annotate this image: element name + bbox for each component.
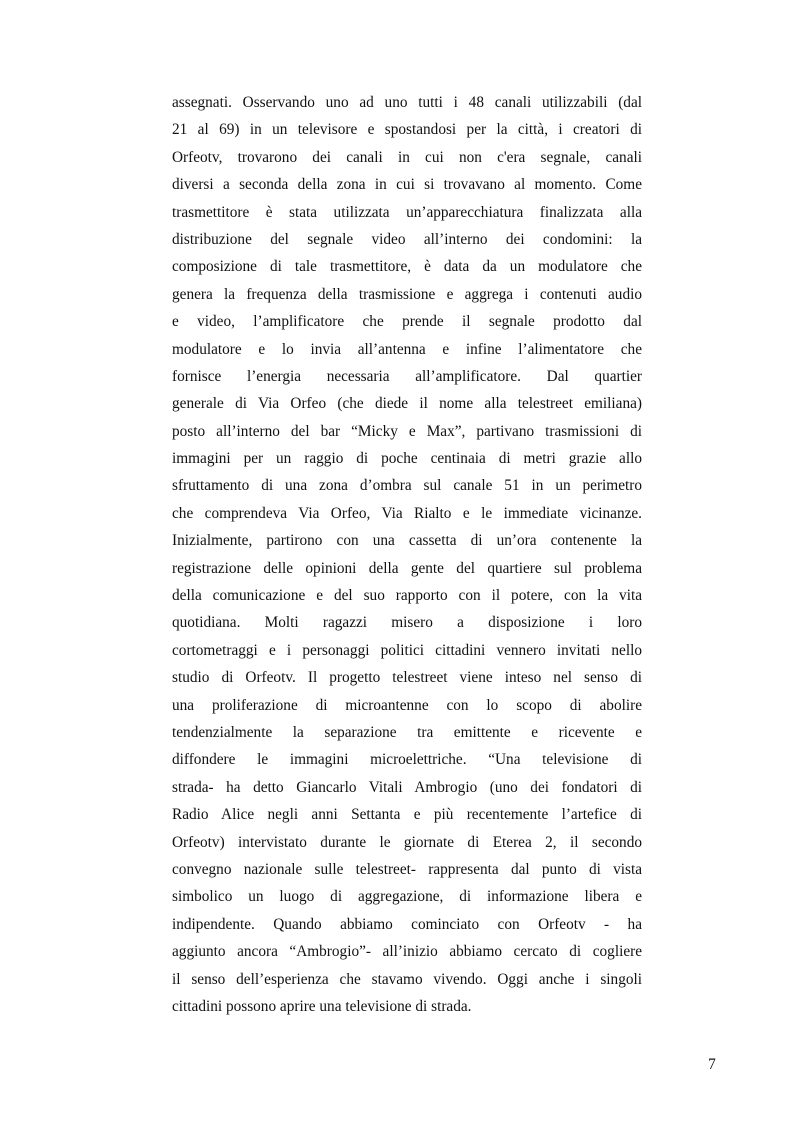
text-line: indipendente. Quando abbiamo cominciato con Orfeotv - ha bbox=[172, 915, 642, 933]
text-line: 21 al 69) in un televisore e spostandosi per la città, i creatori di bbox=[172, 121, 642, 139]
text-line: una proliferazione di microantenne con lo scopo di abolire bbox=[172, 696, 642, 714]
body-text bbox=[172, 89, 642, 1020]
text-line: cortometraggi e i personaggi politici cittadini vennero invitati nello bbox=[172, 641, 642, 659]
text-line: strada- ha detto Giancarlo Vitali Ambrogio (uno dei fondatori di bbox=[172, 778, 642, 796]
text-line: modulatore e lo invia all’antenna e infine l’alimentatore che bbox=[172, 340, 642, 358]
text-line: registrazione delle opinioni della gente del quartiere sul problema bbox=[172, 559, 642, 577]
text-line: composizione di tale trasmettitore, è data da un modulatore che bbox=[172, 258, 642, 276]
text-line: fornisce l’energia necessaria all’amplificatore. Dal quartier bbox=[172, 367, 642, 385]
text-line: generale di Via Orfeo (che diede il nome alla telestreet emiliana) bbox=[172, 395, 642, 413]
text-line: Radio Alice negli anni Settanta e più recentemente l’artefice di bbox=[172, 806, 642, 824]
text-line: diversi a seconda della zona in cui si trovavano al momento. Come bbox=[172, 176, 642, 194]
text-line: sfruttamento di una zona d’ombra sul canale 51 in un perimetro bbox=[172, 477, 642, 495]
text-line: simbolico un luogo di aggregazione, di informazione libera e bbox=[172, 888, 642, 906]
text-line: della comunicazione e del suo rapporto con il potere, con la vita bbox=[172, 587, 642, 605]
text-line: che comprendeva Via Orfeo, Via Rialto e le immediate vicinanze. bbox=[172, 504, 642, 522]
text-line: convegno nazionale sulle telestreet- rappresenta dal punto di vista bbox=[172, 860, 642, 878]
text-line: Inizialmente, partirono con una cassetta di un’ora contenente la bbox=[172, 532, 642, 550]
text-line: trasmettitore è stata utilizzata un’apparecchiatura finalizzata alla bbox=[172, 203, 642, 221]
text-line: tendenzialmente la separazione tra emittente e ricevente e bbox=[172, 723, 642, 741]
text-line: posto all’interno del bar “Micky e Max”, partivano trasmissioni di bbox=[172, 422, 642, 440]
text-line: Orfeotv) intervistato durante le giornate di Eterea 2, il secondo bbox=[172, 833, 642, 851]
page-number: 7 bbox=[708, 1056, 716, 1073]
text-line: immagini per un raggio di poche centinaia di metri grazie allo bbox=[172, 450, 642, 468]
text-line: distribuzione del segnale video all’interno dei condomini: la bbox=[172, 230, 642, 248]
text-line: e video, l’amplificatore che prende il segnale prodotto dal bbox=[172, 313, 642, 331]
text-line: genera la frequenza della trasmissione e aggrega i contenuti audio bbox=[172, 285, 642, 303]
text-line: Orfeotv, trovarono dei canali in cui non c'era segnale, canali bbox=[172, 148, 642, 166]
text-line: diffondere le immagini microelettriche. “Una televisione di bbox=[172, 751, 642, 769]
text-line: assegnati. Osservando uno ad uno tutti i 48 canali utilizzabili (dal bbox=[172, 94, 642, 111]
text-line: studio di Orfeotv. Il progetto telestreet viene inteso nel senso di bbox=[172, 669, 642, 687]
text-line: aggiunto ancora “Ambrogio”- all’inizio abbiamo cercato di cogliere bbox=[172, 943, 642, 961]
text-line: il senso dell’esperienza che stavamo vivendo. Oggi anche i singoli bbox=[172, 970, 642, 988]
text-line: quotidiana. Molti ragazzi misero a disposizione i loro bbox=[172, 614, 642, 632]
text-line: cittadini possono aprire una televisione di strada. bbox=[172, 997, 472, 1015]
